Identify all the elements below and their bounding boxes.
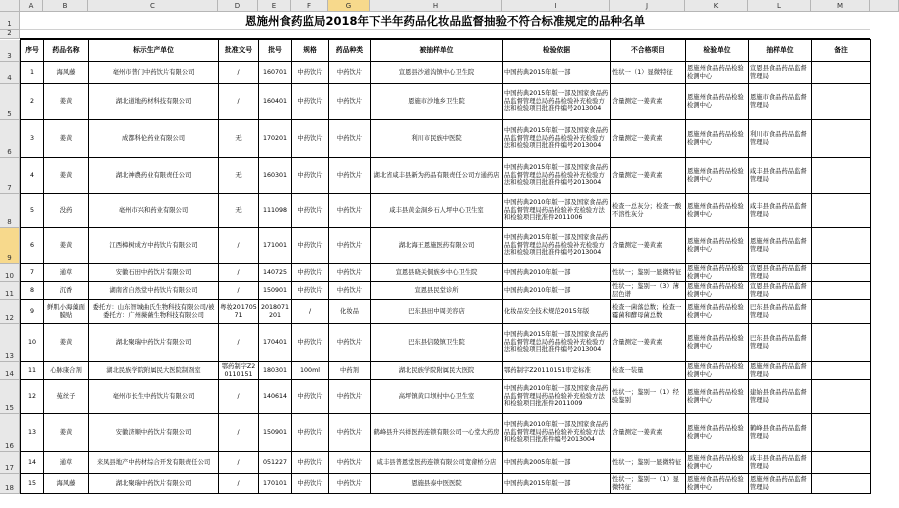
cell-kind[interactable]: 中药饮片 xyxy=(329,194,371,228)
cell-maker[interactable]: 来凤县地产中药材综合开发有限责任公司 xyxy=(89,452,219,474)
cell-note[interactable] xyxy=(812,264,871,282)
cell-note[interactable] xyxy=(812,300,871,324)
cell-maker[interactable]: 湖北聚瑞中药饮片有限公司 xyxy=(89,474,219,494)
cell-item[interactable]: 检查一菌落总数；检查一霉菌和酵母菌总数 xyxy=(611,300,686,324)
cell-kind[interactable]: 中药饮片 xyxy=(329,380,371,414)
cell-lab[interactable]: 恩施州食品药品检验检测中心 xyxy=(686,380,749,414)
cell-kind[interactable]: 中药饮片 xyxy=(329,228,371,264)
cell-batch[interactable]: 140614 xyxy=(259,380,292,414)
cell-maker[interactable]: 江西樟树成方中药饮片有限公司 xyxy=(89,228,219,264)
cell-sampled[interactable]: 宣恩县晓关侗族乡中心卫生院 xyxy=(371,264,503,282)
cell-item[interactable]: 含量测定一姜黄素 xyxy=(611,158,686,194)
cell-kind[interactable]: 中药剂 xyxy=(329,362,371,380)
cell-basis[interactable]: 中国药典2010年版一部 xyxy=(503,282,611,300)
cell-spec[interactable]: 中药饮片 xyxy=(292,414,329,452)
column-title-maker[interactable]: 标示生产单位 xyxy=(89,40,219,62)
cell-approval[interactable]: / xyxy=(219,474,259,494)
cell-maker[interactable]: 亳州市兴和药业有限公司 xyxy=(89,194,219,228)
cell-no[interactable]: 3 xyxy=(21,120,44,158)
cell-maker[interactable]: 亳州市普门中药饮片有限公司 xyxy=(89,62,219,84)
cell-spec[interactable]: 中药饮片 xyxy=(292,380,329,414)
column-header-h[interactable]: H xyxy=(370,0,502,12)
cell-spec[interactable]: 中药饮片 xyxy=(292,84,329,120)
cell-spec[interactable]: 中药饮片 xyxy=(292,324,329,362)
cell-maker[interactable]: 湖北聚瑞中药饮片有限公司 xyxy=(89,324,219,362)
cell-no[interactable]: 1 xyxy=(21,62,44,84)
cell-item[interactable]: 含量测定一姜黄素 xyxy=(611,228,686,264)
cell-sampler[interactable]: 建始县食品药品监督管理局 xyxy=(749,380,812,414)
cell-spec[interactable]: 中药饮片 xyxy=(292,264,329,282)
cell-basis[interactable]: 中国药典2015年版一部及国家食品药品监督管理总局药品检验补充检验方法和检验项目批准件编号2013004 xyxy=(503,228,611,264)
cell-maker[interactable]: 委托方：山东智城曲氏生物科技有限公司/被委托方：广州薇薇生物科技有限公司 xyxy=(89,300,219,324)
cell-kind[interactable]: 中药饮片 xyxy=(329,84,371,120)
cell-lab[interactable]: 恩施州食品药品检验检测中心 xyxy=(686,158,749,194)
cell-approval[interactable]: / xyxy=(219,282,259,300)
cell-sampled[interactable]: 宣恩县民堂诊所 xyxy=(371,282,503,300)
cell-name[interactable]: 通草 xyxy=(44,452,89,474)
cell-name[interactable]: 通草 xyxy=(44,264,89,282)
cell-lab[interactable]: 恩施州食品药品检验检测中心 xyxy=(686,300,749,324)
row-header-5[interactable]: 5 xyxy=(0,84,20,120)
cell-name[interactable]: 姜黄 xyxy=(44,228,89,264)
data-table xyxy=(20,39,871,494)
cell-sampled[interactable]: 巴东县信陵镇卫生院 xyxy=(371,324,503,362)
cell-spec[interactable]: 中药饮片 xyxy=(292,120,329,158)
cell-name[interactable]: 姜黄 xyxy=(44,414,89,452)
cell-sampler[interactable]: 宣恩县食品药品监督管理局 xyxy=(749,264,812,282)
cell-basis[interactable]: 中国药典2005年版一部 xyxy=(503,452,611,474)
table-row xyxy=(21,324,871,362)
column-header-f[interactable]: F xyxy=(291,0,328,12)
cell-name[interactable]: 沉香 xyxy=(44,282,89,300)
cell-sampler[interactable]: 巴东县食品药品监督管理局 xyxy=(749,300,812,324)
cell-kind[interactable]: 中药饮片 xyxy=(329,452,371,474)
table-row xyxy=(21,158,871,194)
cell-approval[interactable]: 鄂药制字Z20110151 xyxy=(219,362,259,380)
cell-sampler[interactable]: 巴东县食品药品监督管理局 xyxy=(749,324,812,362)
cell-spec[interactable]: 中药饮片 xyxy=(292,62,329,84)
row-header-14[interactable]: 14 xyxy=(0,362,20,380)
cell-kind[interactable]: 中药饮片 xyxy=(329,282,371,300)
cell-note[interactable] xyxy=(812,84,871,120)
row-header-2[interactable]: 2 xyxy=(0,30,20,39)
table-row xyxy=(21,414,871,452)
cell-item[interactable]: 性状一；鉴别一（1）显微特征 xyxy=(611,474,686,494)
cell-name[interactable]: 海风藤 xyxy=(44,474,89,494)
cell-item[interactable]: 性状一；鉴别一显微特征 xyxy=(611,452,686,474)
column-header-c[interactable]: C xyxy=(88,0,218,12)
cell-batch[interactable]: 180301 xyxy=(259,362,292,380)
cell-sampled[interactable]: 宣恩县沙道沟镇中心卫生院 xyxy=(371,62,503,84)
cell-item[interactable]: 含量测定一姜黄素 xyxy=(611,414,686,452)
column-header-j[interactable]: J xyxy=(610,0,685,12)
column-header-e[interactable]: E xyxy=(258,0,291,12)
cell-spec[interactable]: 中药饮片 xyxy=(292,158,329,194)
cell-basis[interactable]: 中国药典2015年版一部及国家食品药品监督管理总局药品检验补充检验方法和检验项目批准件编号2013004 xyxy=(503,324,611,362)
cell-lab[interactable]: 恩施州食品药品检验检测中心 xyxy=(686,62,749,84)
column-header-b[interactable]: B xyxy=(43,0,88,12)
cell-no[interactable]: 7 xyxy=(21,264,44,282)
cell-item[interactable]: 含量测定一姜黄素 xyxy=(611,84,686,120)
cell-no[interactable]: 10 xyxy=(21,324,44,362)
cell-item[interactable]: 性状一；鉴别一（1）经验鉴别 xyxy=(611,380,686,414)
cell-approval[interactable]: / xyxy=(219,228,259,264)
table-row xyxy=(21,362,871,380)
cell-maker[interactable]: 安徽石田中药饮片有限公司 xyxy=(89,264,219,282)
column-title-approval[interactable]: 批准文号 xyxy=(219,40,259,62)
column-title-sampler[interactable]: 抽样单位 xyxy=(749,40,812,62)
column-title-basis[interactable]: 检验依据 xyxy=(503,40,611,62)
cell-basis[interactable]: 中国药典2010年版一部及国家食品药品监督管理局药品检验补充检验方法和检验项目批准件2011009 xyxy=(503,380,611,414)
cell-sampled[interactable]: 咸丰县普恩堂医药连锁有限公司宽畲桥分店 xyxy=(371,452,503,474)
cell-sampler[interactable]: 宣恩县食品药品监督管理局 xyxy=(749,282,812,300)
cell-batch[interactable]: 171001 xyxy=(259,228,292,264)
cell-name[interactable]: 姜黄 xyxy=(44,158,89,194)
cell-sampled[interactable]: 恩施市沙地乡卫生院 xyxy=(371,84,503,120)
cell-maker[interactable]: 成都科伦药业有限公司 xyxy=(89,120,219,158)
row-header-6[interactable]: 6 xyxy=(0,120,20,158)
cell-sampled[interactable]: 利川市民族中医院 xyxy=(371,120,503,158)
cell-lab[interactable]: 恩施州食品药品检验检测中心 xyxy=(686,414,749,452)
cell-note[interactable] xyxy=(812,474,871,494)
cell-approval[interactable]: / xyxy=(219,62,259,84)
column-header-l[interactable]: L xyxy=(748,0,811,12)
table-row xyxy=(21,264,871,282)
cell-name[interactable]: 心脉康合剂 xyxy=(44,362,89,380)
header-row xyxy=(21,40,871,62)
cell-no[interactable]: 6 xyxy=(21,228,44,264)
cell-spec[interactable]: 100ml xyxy=(292,362,329,380)
cell-approval[interactable]: / xyxy=(219,452,259,474)
cell-item[interactable]: 含量测定一姜黄素 xyxy=(611,324,686,362)
cell-no[interactable]: 9 xyxy=(21,300,44,324)
cell-spec[interactable]: 中药饮片 xyxy=(292,452,329,474)
column-title-name[interactable]: 药品名称 xyxy=(44,40,89,62)
table-row xyxy=(21,120,871,158)
table-row xyxy=(21,228,871,264)
cell-sampled[interactable]: 咸丰县黄金洞乡石人坪中心卫生室 xyxy=(371,194,503,228)
cell-no[interactable]: 5 xyxy=(21,194,44,228)
cell-note[interactable] xyxy=(812,62,871,84)
cell-item[interactable]: 检查一总灰分；检查一酸不溶性灰分 xyxy=(611,194,686,228)
cell-batch[interactable]: 170401 xyxy=(259,324,292,362)
cell-maker[interactable]: 湖北神農药业有限责任公司 xyxy=(89,158,219,194)
cell-sampler[interactable]: 利川市食品药品监督管理局 xyxy=(749,120,812,158)
row-header-15[interactable]: 15 xyxy=(0,380,20,414)
cell-basis[interactable]: 中国药典2010年版一部 xyxy=(503,264,611,282)
cell-name[interactable]: 没药 xyxy=(44,194,89,228)
table-row xyxy=(21,194,871,228)
cell-no[interactable]: 12 xyxy=(21,380,44,414)
cell-sampled[interactable]: 高坪镇黄口坝村中心卫生室 xyxy=(371,380,503,414)
cell-lab[interactable]: 恩施州食品药品检验检测中心 xyxy=(686,84,749,120)
cell-batch[interactable]: 140725 xyxy=(259,264,292,282)
cell-no[interactable]: 11 xyxy=(21,362,44,380)
cell-lab[interactable]: 恩施州食品药品检验检测中心 xyxy=(686,324,749,362)
table-row xyxy=(21,300,871,324)
row-header-16[interactable]: 16 xyxy=(0,414,20,452)
cell-basis[interactable]: 中国药典2015年版一部及国家食品药品监督管理总局药品检验补充检验方法和检验项目批准件编号2013004 xyxy=(503,84,611,120)
cell-approval[interactable]: 无 xyxy=(219,194,259,228)
column-header-k[interactable]: K xyxy=(685,0,748,12)
cell-no[interactable]: 14 xyxy=(21,452,44,474)
cell-item[interactable]: 检查一装量 xyxy=(611,362,686,380)
cell-basis[interactable]: 化妆品安全技术规范2015年版 xyxy=(503,300,611,324)
cell-approval[interactable]: / xyxy=(219,380,259,414)
cell-approval[interactable]: / xyxy=(219,84,259,120)
cell-sampler[interactable]: 咸丰县食品药品监督管理局 xyxy=(749,452,812,474)
cell-name[interactable]: 菟丝子 xyxy=(44,380,89,414)
cell-maker[interactable]: 亳州市长生中药饮片有限公司 xyxy=(89,380,219,414)
cell-batch[interactable]: 160701 xyxy=(259,62,292,84)
cell-sampled[interactable]: 湖北省咸丰县新为药品有限责任公司方通药店 xyxy=(371,158,503,194)
cell-spec[interactable]: 中药饮片 xyxy=(292,282,329,300)
cell-item[interactable]: 性状一；鉴别一显微特征 xyxy=(611,264,686,282)
column-header-m[interactable]: M xyxy=(811,0,870,12)
cell-lab[interactable]: 恩施州食品药品检验检测中心 xyxy=(686,228,749,264)
cell-sampler[interactable]: 恩施市食品药品监督管理局 xyxy=(749,84,812,120)
row-header-18[interactable]: 18 xyxy=(0,474,20,494)
cell-lab[interactable]: 恩施州食品药品检验检测中心 xyxy=(686,120,749,158)
column-header-a[interactable]: A xyxy=(20,0,43,12)
cell-sampler[interactable]: 咸丰县食品药品监督管理局 xyxy=(749,194,812,228)
row-header-4[interactable]: 4 xyxy=(0,62,20,84)
column-title-note[interactable]: 备注 xyxy=(812,40,871,62)
cell-note[interactable] xyxy=(812,120,871,158)
cell-spec[interactable]: / xyxy=(292,300,329,324)
row-header-12[interactable]: 12 xyxy=(0,300,20,324)
cell-lab[interactable]: 恩施州食品药品检验检测中心 xyxy=(686,452,749,474)
cell-maker[interactable]: 湖南省自然堂中药饮片有限公司 xyxy=(89,282,219,300)
cell-name[interactable]: 姜黄 xyxy=(44,84,89,120)
column-title-spec[interactable]: 规格 xyxy=(292,40,329,62)
cell-sampler[interactable]: 恩施州食品药品监督管理局 xyxy=(749,228,812,264)
cell-batch[interactable]: 170101 xyxy=(259,474,292,494)
row-header-8[interactable]: 8 xyxy=(0,194,20,228)
cell-approval[interactable]: 无 xyxy=(219,120,259,158)
cell-spec[interactable]: 中药饮片 xyxy=(292,194,329,228)
column-title-item[interactable]: 不合格项目 xyxy=(611,40,686,62)
cell-spec[interactable]: 中药饮片 xyxy=(292,228,329,264)
cell-item[interactable]: 性状一（1）显微特征 xyxy=(611,62,686,84)
cell-kind[interactable]: 中药饮片 xyxy=(329,414,371,452)
cell-approval[interactable]: / xyxy=(219,324,259,362)
cell-kind[interactable]: 中药饮片 xyxy=(329,264,371,282)
column-title-sampled[interactable]: 被抽样单位 xyxy=(371,40,503,62)
table-row xyxy=(21,452,871,474)
cell-approval[interactable]: 无 xyxy=(219,158,259,194)
cell-no[interactable]: 13 xyxy=(21,414,44,452)
cell-name[interactable]: 鲜肌小海藻面膜贴 xyxy=(44,300,89,324)
table-row xyxy=(21,474,871,494)
column-title-kind[interactable]: 药品种类 xyxy=(329,40,371,62)
cell-no[interactable]: 15 xyxy=(21,474,44,494)
cell-batch[interactable]: 150901 xyxy=(259,414,292,452)
column-header-g[interactable]: G xyxy=(328,0,370,12)
sheet-title[interactable]: 恩施州食药监局2018年下半年药品化妆品监督抽验不符合标准规定的品种名单 xyxy=(20,12,870,30)
cell-approval[interactable]: / xyxy=(219,414,259,452)
cell-maker[interactable]: 湖北民族学院附属民大医院制剂室 xyxy=(89,362,219,380)
table-row xyxy=(21,380,871,414)
cell-sampled[interactable]: 巴东县田中周美容店 xyxy=(371,300,503,324)
column-header-filler xyxy=(870,0,899,12)
cell-batch[interactable]: 160301 xyxy=(259,158,292,194)
cell-name[interactable]: 海风藤 xyxy=(44,62,89,84)
cell-sampled[interactable]: 鹤峰县升兴祥医药连锁有限公司一心堂大药房 xyxy=(371,414,503,452)
cell-sampled[interactable]: 湖北民族学院附属民大医院 xyxy=(371,362,503,380)
cell-batch[interactable]: 150901 xyxy=(259,282,292,300)
cell-approval[interactable]: / xyxy=(219,264,259,282)
cell-basis[interactable]: 中国药典2010年版一部及国家食品药品监督管理局药品检验补充检验方法和检验项目批准件2011006 xyxy=(503,194,611,228)
cell-basis[interactable]: 中国药典2015年版一部及国家食品药品监督管理总局药品检验补充检验方法和检验项目批准件编号2013004 xyxy=(503,120,611,158)
cell-no[interactable]: 4 xyxy=(21,158,44,194)
cell-lab[interactable]: 恩施州食品药品检验检测中心 xyxy=(686,282,749,300)
cell-note[interactable] xyxy=(812,380,871,414)
cell-lab[interactable]: 恩施州食品药品检验检测中心 xyxy=(686,362,749,380)
cell-kind[interactable]: 化妆品 xyxy=(329,300,371,324)
row-header-7[interactable]: 7 xyxy=(0,158,20,194)
cell-approval[interactable]: 粤妆20170571 xyxy=(219,300,259,324)
cell-note[interactable] xyxy=(812,228,871,264)
column-header-i[interactable]: I xyxy=(502,0,610,12)
row-header-17[interactable]: 17 xyxy=(0,452,20,474)
cell-no[interactable]: 8 xyxy=(21,282,44,300)
cell-kind[interactable]: 中药饮片 xyxy=(329,474,371,494)
cell-item[interactable]: 含量测定一姜黄素 xyxy=(611,120,686,158)
cell-note[interactable] xyxy=(812,324,871,362)
cell-lab[interactable]: 恩施州食品药品检验检测中心 xyxy=(686,194,749,228)
select-all-corner[interactable] xyxy=(0,0,20,12)
cell-basis[interactable]: 中国药典2015年版一部及国家食品药品监督管理总局药品检验补充检验方法和检验项目批准件编号2013004 xyxy=(503,158,611,194)
cell-item[interactable]: 性状一；鉴别一（3）薄层色谱 xyxy=(611,282,686,300)
cell-batch[interactable]: 111098 xyxy=(259,194,292,228)
cell-note[interactable] xyxy=(812,282,871,300)
cell-batch[interactable]: 2018071201 xyxy=(259,300,292,324)
cell-batch[interactable]: 170201 xyxy=(259,120,292,158)
cell-note[interactable] xyxy=(812,194,871,228)
cell-sampler[interactable]: 恩施州食品药品监督管理局 xyxy=(749,362,812,380)
cell-sampler[interactable]: 宣恩县食品药品监督管理局 xyxy=(749,62,812,84)
blank-row-2[interactable] xyxy=(20,30,870,39)
cell-sampler[interactable]: 恩施州食品药品监督管理局 xyxy=(749,474,812,494)
row-header-13[interactable]: 13 xyxy=(0,324,20,362)
cell-note[interactable] xyxy=(812,452,871,474)
cell-batch[interactable]: 051227 xyxy=(259,452,292,474)
column-title-lab[interactable]: 检验单位 xyxy=(686,40,749,62)
cell-lab[interactable]: 恩施州食品药品检验检测中心 xyxy=(686,474,749,494)
cell-batch[interactable]: 160401 xyxy=(259,84,292,120)
cell-kind[interactable]: 中药饮片 xyxy=(329,324,371,362)
row-header-1[interactable]: 1 xyxy=(0,12,20,30)
cell-maker[interactable]: 湖北道地药材科技有限公司 xyxy=(89,84,219,120)
cell-basis[interactable]: 中国药典2010年版一部及国家食品药品监督管理局药品检验补充检验方法和检验项目批准件编号2013004 xyxy=(503,414,611,452)
cell-sampled[interactable]: 恩施县泰中医医院 xyxy=(371,474,503,494)
row-header-3[interactable]: 3 xyxy=(0,40,20,62)
row-header-10[interactable]: 10 xyxy=(0,264,20,282)
cell-name[interactable]: 姜黄 xyxy=(44,120,89,158)
cell-lab[interactable]: 恩施州食品药品检验检测中心 xyxy=(686,264,749,282)
column-title-no[interactable]: 序号 xyxy=(21,40,44,62)
cell-sampler[interactable]: 咸丰县食品药品监督管理局 xyxy=(749,158,812,194)
cell-kind[interactable]: 中药饮片 xyxy=(329,62,371,84)
cell-spec[interactable]: 中药饮片 xyxy=(292,474,329,494)
cell-note[interactable] xyxy=(812,362,871,380)
cell-name[interactable]: 姜黄 xyxy=(44,324,89,362)
cell-note[interactable] xyxy=(812,158,871,194)
column-title-batch[interactable]: 批号 xyxy=(259,40,292,62)
cell-maker[interactable]: 安徽济顺中药饮片有限公司 xyxy=(89,414,219,452)
cell-no[interactable]: 2 xyxy=(21,84,44,120)
cell-sampler[interactable]: 鹤峰县食品药品监督管理局 xyxy=(749,414,812,452)
cell-sampled[interactable]: 湖北海王恩施医药有限公司 xyxy=(371,228,503,264)
cell-note[interactable] xyxy=(812,414,871,452)
cell-kind[interactable]: 中药饮片 xyxy=(329,158,371,194)
column-header-d[interactable]: D xyxy=(218,0,258,12)
table-row xyxy=(21,62,871,84)
cell-basis[interactable]: 中国药典2015年版一部 xyxy=(503,62,611,84)
cell-basis[interactable]: 中国药典2015年版一部 xyxy=(503,474,611,494)
row-header-11[interactable]: 11 xyxy=(0,282,20,300)
table-row xyxy=(21,282,871,300)
row-header-9[interactable]: 9 xyxy=(0,228,20,264)
cell-basis[interactable]: 鄂药制字Z20110151审定标准 xyxy=(503,362,611,380)
table-row xyxy=(21,84,871,120)
cell-kind[interactable]: 中药饮片 xyxy=(329,120,371,158)
